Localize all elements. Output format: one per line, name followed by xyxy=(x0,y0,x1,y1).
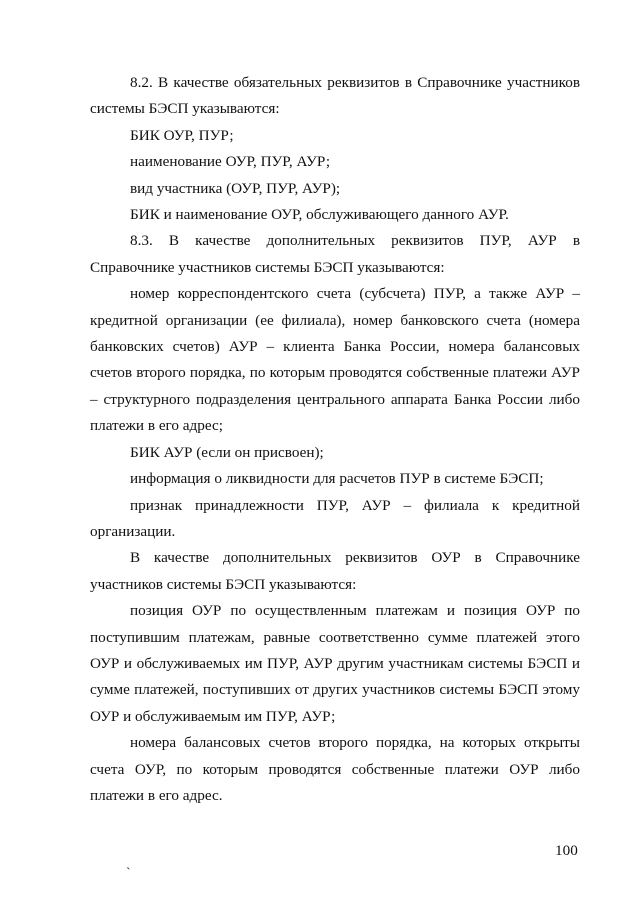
paragraph-8-2: 8.2. В качестве обязательных реквизитов в Справочнике участников системы БЭСП указываются: xyxy=(90,74,580,118)
list-item-bik-and-name: БИК и наименование ОУР, обслуживающего данного АУР. xyxy=(130,206,509,224)
list-item-affiliation: признак принадлежности ПУР, АУР – филиала к кредитной организации. xyxy=(90,496,580,540)
list-item-position: позиция ОУР по осуществленным платежам и позиция ОУР по поступившим платежам, равные соответственно сумме платежей этого ОУР и обслуживаемых им ПУР, АУР другим участникам системы БЭСП и сумме платежей, поступивших от других участников системы БЭСП этому ОУР и обслуживаемым им ПУР, АУР; xyxy=(90,602,580,725)
list-item-bik-aur: БИК АУР (если он присвоен); xyxy=(130,443,324,461)
document-body xyxy=(90,70,580,809)
list-item-liquidity: информация о ликвидности для расчетов ПУР в системе БЭСП; xyxy=(130,470,544,488)
list-item-balance-accounts: номера балансовых счетов второго порядка, на которых открыты счета ОУР, по которым проводятся собственные платежи ОУР либо платежи в его адрес. xyxy=(90,734,580,804)
list-item-account-number: номер корреспондентского счета (субсчета) ПУР, а также АУР – кредитной организации (ее филиала), номер банковского счета (номера банковских счетов) АУР – клиента Банка России, номера балансовых счетов второго порядка, по которым проводятся собственные платежи АУР – структурного подразделения центрального аппарата Банка России либо платежи в его адрес; xyxy=(90,285,580,435)
stray-mark: ` xyxy=(126,866,131,881)
list-item-name: наименование ОУР, ПУР, АУР; xyxy=(130,153,331,171)
list-item-bik: БИК ОУР, ПУР; xyxy=(130,126,234,144)
paragraph-8-3: 8.3. В качестве дополнительных реквизитов ПУР, АУР в Справочнике участников системы БЭСП указываются: xyxy=(90,232,580,276)
list-item-type: вид участника (ОУР, ПУР, АУР); xyxy=(130,179,341,197)
paragraph-our-requisites: В качестве дополнительных реквизитов ОУР в Справочнике участников системы БЭСП указываются: xyxy=(90,549,580,593)
page-number: 100 xyxy=(555,842,578,859)
